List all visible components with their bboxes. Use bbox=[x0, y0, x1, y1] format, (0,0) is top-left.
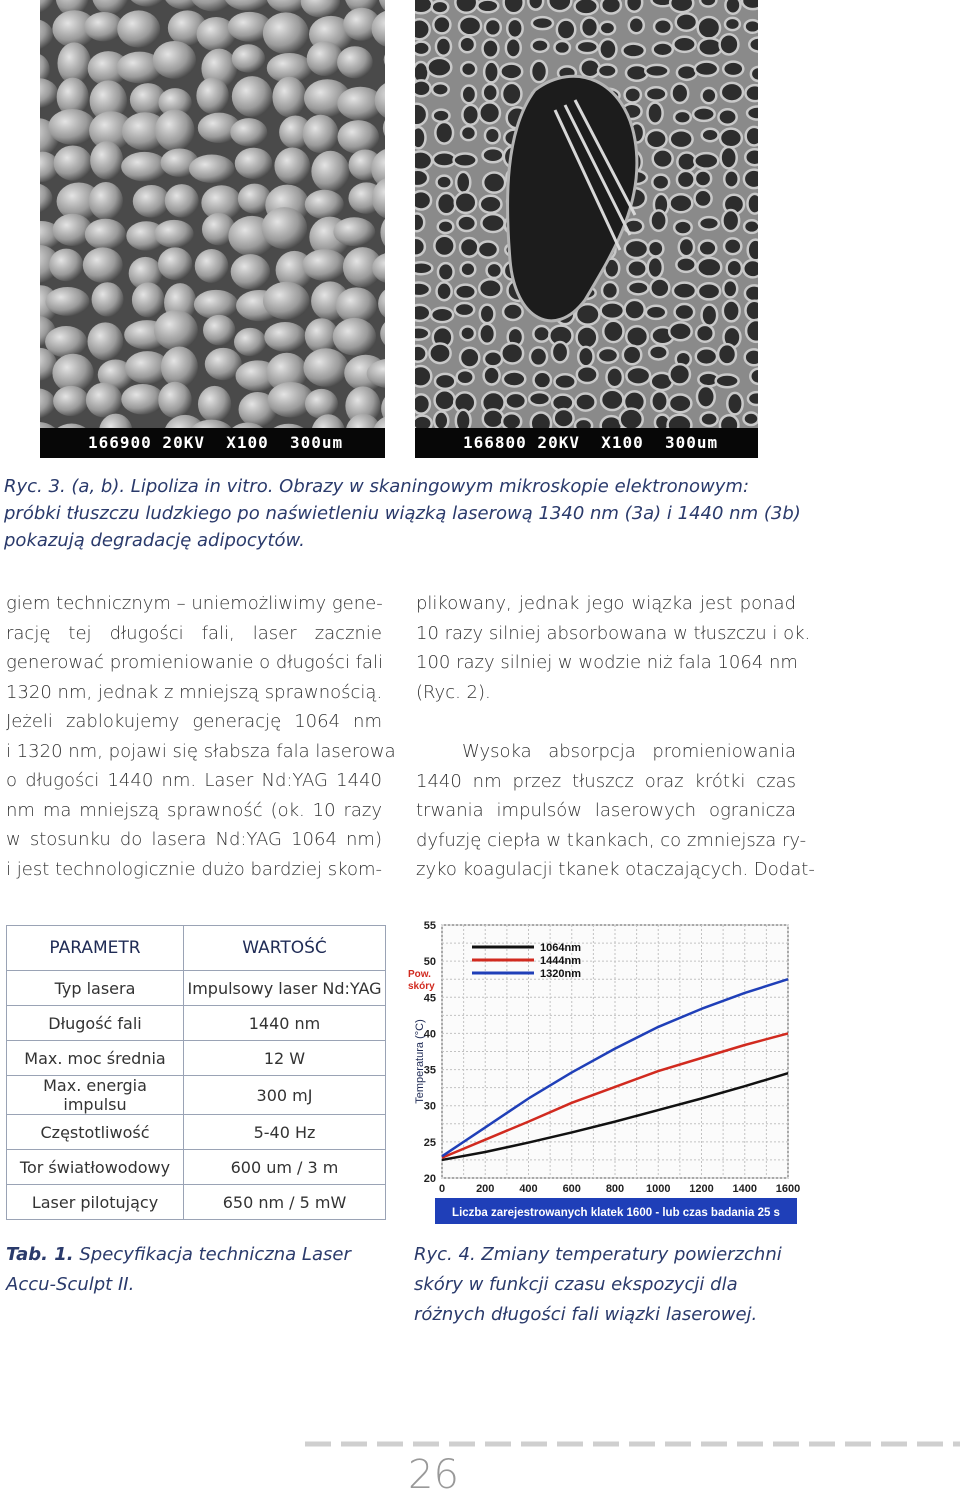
sem-image-3a bbox=[40, 0, 385, 458]
text-line: (Ryc. 2). bbox=[416, 681, 491, 703]
parameter-cell: Max. moc średnia bbox=[7, 1041, 184, 1076]
parameter-cell: Częstotliwość bbox=[7, 1115, 184, 1150]
body-text-right-column bbox=[416, 589, 815, 885]
x-tick-label: 400 bbox=[519, 1183, 538, 1195]
parameter-cell: Laser pilotujący bbox=[7, 1185, 184, 1220]
table-1-caption-text: Specyfikacja techniczna Laser Accu-Sculpt II. bbox=[6, 1244, 351, 1295]
x-tick-label: 1600 bbox=[775, 1183, 801, 1195]
table-header-row bbox=[7, 926, 386, 971]
y-tick-label: 20 bbox=[423, 1173, 436, 1185]
header-parameter: PARAMETR bbox=[7, 926, 184, 971]
y-tick-label: 50 bbox=[423, 956, 436, 969]
value-cell: Impulsowy laser Nd:YAG bbox=[184, 971, 386, 1006]
x-axis-label: Liczba zarejestrowanych klatek 1600 - lub czas badania 25 s bbox=[452, 1207, 780, 1219]
y-tick-label: 25 bbox=[423, 1136, 436, 1149]
text-line: i jest technologicznie dużo bardziej skom- bbox=[6, 858, 382, 880]
sem-texture-3a bbox=[40, 0, 385, 428]
x-tick-label: 0 bbox=[438, 1183, 446, 1195]
y-tick-label: 40 bbox=[423, 1028, 436, 1041]
table-row bbox=[7, 1006, 386, 1041]
text-line: zyko koagulacji tkanek otaczających. Dodat- bbox=[416, 859, 815, 880]
side-label-pow: Pow. bbox=[408, 969, 431, 980]
value-cell: 600 um / 3 m bbox=[184, 1150, 386, 1185]
table-row bbox=[7, 1185, 386, 1220]
text-line: generować promieniowanie o długości fali bbox=[6, 652, 384, 673]
text-line: trwania impulsów laserowych ogranicza bbox=[416, 800, 796, 821]
legend-entry: 1444nm bbox=[540, 955, 581, 967]
sem-scale-bar-3a: 166900 20KV X100 300um bbox=[40, 428, 385, 458]
temperature-chart bbox=[400, 915, 802, 1227]
footer-dashed-rule bbox=[305, 1440, 960, 1448]
parameter-cell: Typ lasera bbox=[7, 971, 184, 1006]
side-label-skory: skóry bbox=[408, 981, 435, 992]
text-line: 1440 nm przez tłuszcz oraz krótki czas bbox=[416, 770, 796, 792]
figure-3-label: Ryc. 3. (a, b). bbox=[4, 476, 126, 497]
figure-4-caption-text: Zmiany temperatury powierzchni skóry w funkcji czasu ekspozycji dla różnych długości fali wiązki laserowej. bbox=[414, 1244, 782, 1325]
figure-4-label: Ryc. 4. bbox=[414, 1244, 476, 1265]
text-line: i 1320 nm, pojawi się słabsza fala laserowa bbox=[6, 740, 396, 762]
value-cell: 300 mJ bbox=[184, 1076, 386, 1115]
text-line: Jeżeli zablokujemy generację 1064 nm bbox=[6, 711, 382, 732]
text-line: giem technicznym – uniemożliwimy gene- bbox=[6, 593, 383, 614]
x-tick-label: 800 bbox=[605, 1183, 625, 1195]
header-value: WARTOŚĆ bbox=[184, 926, 386, 971]
page-number: 26 bbox=[408, 1452, 459, 1498]
paragraph-gap bbox=[416, 707, 796, 737]
table-1-label: Tab. 1. bbox=[6, 1244, 74, 1265]
y-tick-label: 45 bbox=[423, 992, 436, 1005]
value-cell: 12 W bbox=[184, 1041, 386, 1076]
text-line: plikowany, jednak jego wiązka jest ponad bbox=[416, 593, 796, 614]
x-tick-label: 1000 bbox=[646, 1183, 671, 1195]
table-row bbox=[7, 1150, 386, 1185]
figure-3-caption-text: Lipoliza in vitro. Obrazy w skaningowym mikroskopie elektronowym: próbki tłuszczu ludzkiego po naświetleniu wiązką laserową 1340 nm (3a) i 1440 nm (3b) pokazują degradację adipocytów. bbox=[4, 476, 801, 551]
x-tick-label: 1400 bbox=[732, 1183, 757, 1195]
y-axis-label: Temperatura (°C) bbox=[414, 1019, 426, 1104]
spec-table bbox=[6, 925, 386, 1220]
legend-entry: 1320nm bbox=[540, 968, 581, 980]
table-row bbox=[7, 1115, 386, 1150]
value-cell: 650 nm / 5 mW bbox=[184, 1185, 386, 1220]
parameter-cell: Max. energia impulsu bbox=[7, 1076, 184, 1115]
y-tick-label: 55 bbox=[423, 920, 436, 932]
x-tick-label: 600 bbox=[562, 1183, 581, 1195]
text-line: dyfuzję ciepła w tkankach, co zmniejsza ry- bbox=[416, 829, 807, 851]
value-cell: 5-40 Hz bbox=[184, 1115, 386, 1150]
body-text-left-column bbox=[6, 589, 396, 884]
sem-scale-bar-3b: 166800 20KV X100 300um bbox=[415, 428, 758, 458]
text-line: w stosunku do lasera Nd:YAG 1064 nm) bbox=[6, 829, 382, 850]
x-tick-label: 1200 bbox=[689, 1183, 714, 1195]
figure-4-caption bbox=[414, 1240, 799, 1330]
parameter-cell: Długość fali bbox=[7, 1006, 184, 1041]
y-tick-label: 35 bbox=[423, 1064, 436, 1077]
sem-image-3b bbox=[415, 0, 758, 458]
x-tick-label: 200 bbox=[476, 1183, 495, 1195]
table-row bbox=[7, 971, 386, 1006]
text-line: o długości 1440 nm. Laser Nd:YAG 1440 bbox=[6, 770, 382, 791]
table-row bbox=[7, 1041, 386, 1076]
figure-3-caption bbox=[4, 473, 804, 554]
text-line: 10 razy silniej absorbowana w tłuszczu i ok. bbox=[416, 622, 811, 644]
text-line: nm ma mniejszą sprawność (ok. 10 razy bbox=[6, 799, 382, 821]
text-line: Wysoka absorpcja promieniowania bbox=[462, 741, 796, 762]
text-line: 100 razy silniej w wodzie niż fala 1064 nm bbox=[416, 652, 798, 673]
text-line: 1320 nm, jednak z mniejszą sprawnością. bbox=[6, 681, 383, 703]
parameter-cell: Tor światłowodowy bbox=[7, 1150, 184, 1185]
table-row bbox=[7, 1076, 386, 1115]
value-cell: 1440 nm bbox=[184, 1006, 386, 1041]
text-line: rację tej długości fali, laser zacznie bbox=[6, 622, 382, 644]
legend-entry: 1064nm bbox=[540, 942, 581, 954]
table-1-caption bbox=[6, 1240, 386, 1300]
y-tick-label: 30 bbox=[423, 1100, 436, 1113]
sem-texture-3b bbox=[415, 0, 758, 428]
